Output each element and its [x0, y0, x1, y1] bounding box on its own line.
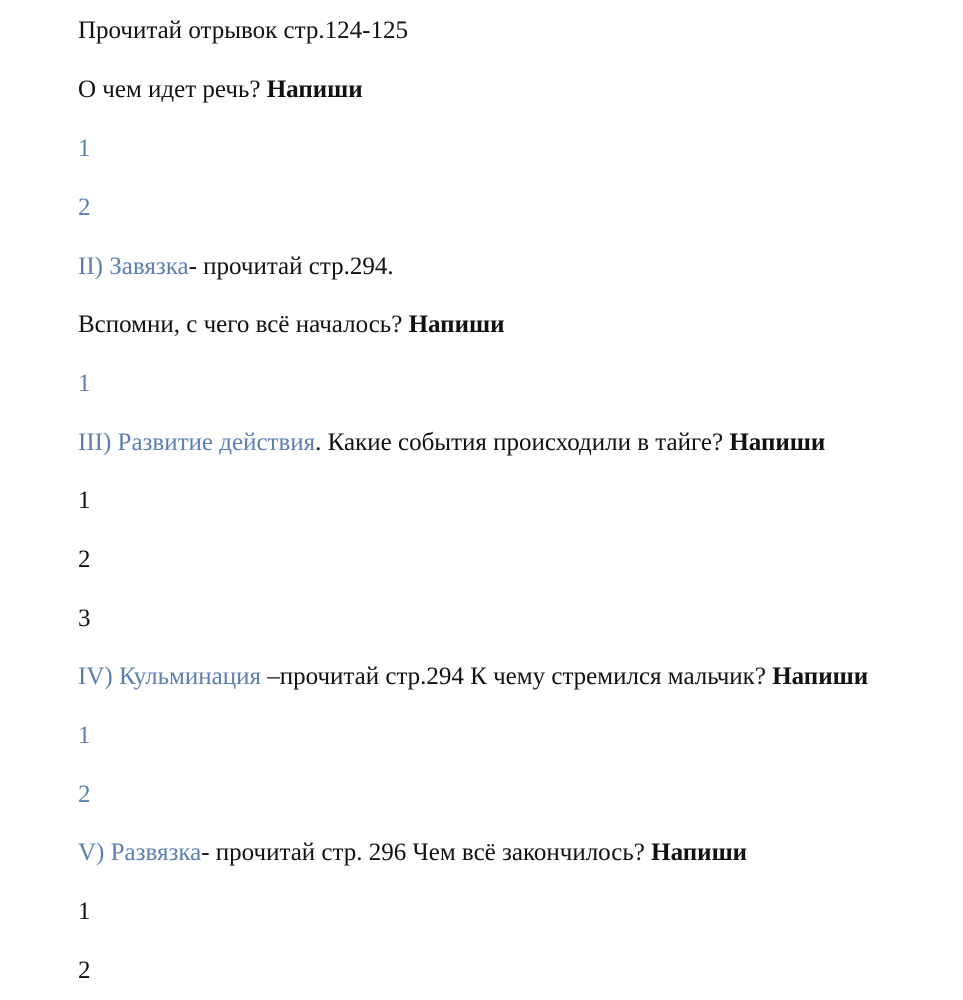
intro-question-text: О чем идет речь? [78, 76, 267, 103]
intro-instruction-text: Прочитай отрывок стр.124-125 [78, 17, 408, 44]
intro-question [78, 75, 363, 105]
section3-write-label: Напиши [729, 429, 826, 456]
section3-question: . Какие события происходили в тайге? [315, 429, 730, 456]
section2-question-text: Вспомни, с чего всё началось? [78, 311, 409, 338]
section4-question: –прочитай стр.294 К чему стремился мальчик? [260, 663, 773, 690]
section2-write-label: Напиши [408, 311, 505, 338]
section5-question: - прочитай стр. 296 Чем всё закончилось? [201, 839, 652, 866]
section2-item-1: 1 [78, 370, 91, 397]
section3-item-1: 1 [78, 487, 91, 514]
intro-write-label: Напиши [266, 76, 363, 103]
section4-write-label: Напиши [772, 663, 869, 690]
section3-item-2: 2 [78, 546, 91, 573]
section2-instruction: - прочитай стр.294. [188, 253, 394, 280]
section3-title [78, 428, 825, 458]
section4-item-1: 1 [78, 722, 91, 749]
intro-item-1: 1 [78, 135, 91, 162]
section5-title [78, 838, 747, 868]
intro-instruction [78, 16, 408, 46]
section5-item-1: 1 [78, 898, 91, 925]
section4-item-2: 2 [78, 781, 91, 808]
section3-heading: III) Развитие действия [78, 429, 316, 456]
section2-question [78, 310, 505, 340]
section2-title [78, 252, 394, 282]
section3-item-3: 3 [78, 605, 91, 632]
section5-write-label: Напиши [651, 839, 748, 866]
section4-title [78, 662, 868, 692]
section5-heading: V) Развязка [78, 839, 202, 866]
section2-heading: II) Завязка [78, 253, 189, 280]
section4-heading: IV) Кульминация [78, 663, 261, 690]
intro-item-2: 2 [78, 194, 91, 221]
section5-item-2: 2 [78, 957, 91, 984]
